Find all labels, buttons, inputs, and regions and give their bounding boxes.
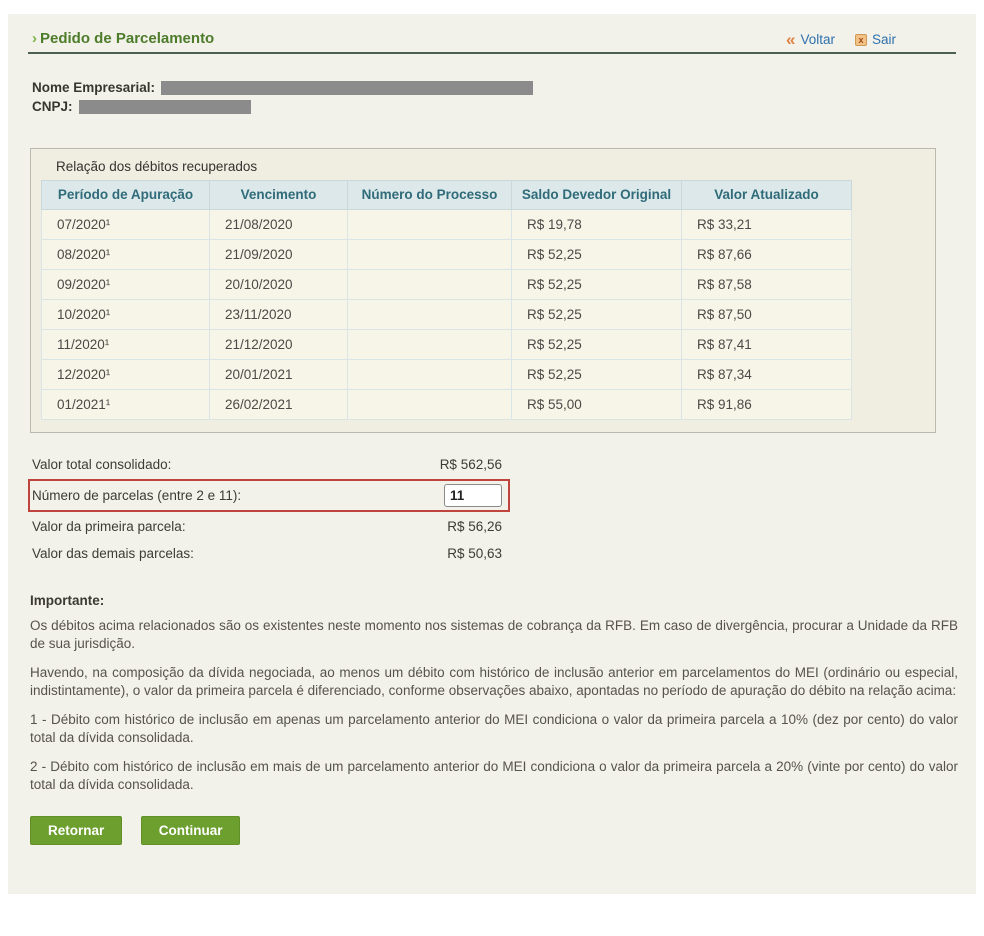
debts-caption: Relação dos débitos recuperados <box>56 159 258 174</box>
table-cell: 07/2020¹ <box>42 209 210 239</box>
table-cell: R$ 33,21 <box>682 209 852 239</box>
primeira-parcela-value: R$ 56,26 <box>447 518 502 534</box>
cnpj-row <box>32 99 956 114</box>
table-cell: 08/2020¹ <box>42 239 210 269</box>
primeira-parcela-label: Valor da primeira parcela: <box>32 518 186 534</box>
table-cell <box>348 359 512 389</box>
table-cell: 09/2020¹ <box>42 269 210 299</box>
sair-link[interactable] <box>855 32 896 47</box>
chevron-right-icon: › <box>32 30 37 47</box>
table-cell: R$ 52,25 <box>512 359 682 389</box>
table-cell: 10/2020¹ <box>42 299 210 329</box>
table-cell: R$ 91,86 <box>682 389 852 419</box>
numero-parcelas-label: Número de parcelas (entre 2 e 11): <box>32 487 242 503</box>
nome-empresarial-redacted <box>161 81 533 95</box>
col-valor-atualizado: Valor Atualizado <box>682 181 852 210</box>
demais-parcelas-label: Valor das demais parcelas: <box>32 545 194 561</box>
title-bar <box>28 30 956 54</box>
table-cell: R$ 87,58 <box>682 269 852 299</box>
debts-rows <box>42 209 852 419</box>
table-cell <box>348 239 512 269</box>
note-paragraph-3: 1 - Débito com histórico de inclusão em apenas um parcelamento anterior do MEI condiciona o valor da primeira parcela a 10% (dez por cento) do valor total da dívida consolidada. <box>30 711 958 745</box>
table-row <box>42 269 852 299</box>
total-consolidado-row <box>30 451 504 478</box>
voltar-label: Voltar <box>800 32 835 47</box>
retornar-button[interactable]: Retornar <box>30 816 122 845</box>
table-cell: 01/2021¹ <box>42 389 210 419</box>
table-cell: 11/2020¹ <box>42 329 210 359</box>
note-paragraph-1: Os débitos acima relacionados são os existentes neste momento nos sistemas de cobrança da RFB. Em caso de divergência, procurar a Unidade da RFB de sua jurisdição. <box>30 617 958 651</box>
table-row <box>42 299 852 329</box>
demais-parcelas-value: R$ 50,63 <box>447 545 502 561</box>
cnpj-label: CNPJ: <box>32 99 73 114</box>
table-cell: 21/08/2020 <box>210 209 348 239</box>
note-paragraph-4: 2 - Débito com histórico de inclusão em mais de um parcelamento anterior do MEI condiciona o valor da primeira parcela a 20% (vinte por cento) do valor total da dívida consolidada. <box>30 759 958 793</box>
table-cell: 20/01/2021 <box>210 359 348 389</box>
table-cell: 23/11/2020 <box>210 299 348 329</box>
exit-icon: x <box>855 34 867 46</box>
table-row <box>42 359 852 389</box>
notes-heading: Importante: <box>30 592 105 608</box>
table-cell: R$ 52,25 <box>512 239 682 269</box>
table-cell: R$ 87,50 <box>682 299 852 329</box>
primeira-parcela-row <box>30 513 504 540</box>
sair-label: Sair <box>871 32 896 47</box>
table-cell: R$ 87,41 <box>682 329 852 359</box>
double-left-arrow-icon: « <box>785 29 796 49</box>
cnpj-redacted <box>79 100 251 114</box>
total-consolidado-label: Valor total consolidado: <box>32 456 172 472</box>
header-links <box>785 29 956 49</box>
actions-bar <box>30 816 956 867</box>
table-row <box>42 329 852 359</box>
total-consolidado-value: R$ 562,56 <box>439 456 502 472</box>
col-vencimento: Vencimento <box>210 181 348 210</box>
table-cell <box>348 299 512 329</box>
table-cell: 26/02/2021 <box>210 389 348 419</box>
notes-section <box>30 593 958 795</box>
table-cell <box>348 269 512 299</box>
debts-table-head <box>42 181 852 210</box>
demais-parcelas-row <box>30 540 504 567</box>
table-cell: R$ 19,78 <box>512 209 682 239</box>
table-cell: 21/12/2020 <box>210 329 348 359</box>
table-cell <box>348 329 512 359</box>
summary-section <box>30 451 504 567</box>
debts-fieldset <box>30 148 936 433</box>
continuar-button[interactable]: Continuar <box>141 816 241 845</box>
col-periodo-apuracao: Período de Apuração <box>42 181 210 210</box>
table-row <box>42 389 852 419</box>
table-cell: 20/10/2020 <box>210 269 348 299</box>
numero-parcelas-row <box>28 479 510 512</box>
table-row <box>42 239 852 269</box>
table-cell: R$ 52,25 <box>512 269 682 299</box>
nome-empresarial-row <box>32 80 956 95</box>
nome-empresarial-label: Nome Empresarial: <box>32 80 156 95</box>
table-cell: R$ 55,00 <box>512 389 682 419</box>
header-row <box>42 181 852 210</box>
col-numero-processo: Número do Processo <box>348 181 512 210</box>
table-cell: R$ 52,25 <box>512 329 682 359</box>
table-row <box>42 209 852 239</box>
page-title <box>32 30 214 47</box>
table-cell: R$ 87,66 <box>682 239 852 269</box>
page-title-text: Pedido de Parcelamento <box>40 30 215 47</box>
company-info <box>32 80 956 114</box>
table-cell <box>348 389 512 419</box>
table-cell: 12/2020¹ <box>42 359 210 389</box>
table-cell <box>348 209 512 239</box>
debts-table <box>41 180 852 420</box>
numero-parcelas-input[interactable] <box>444 484 502 507</box>
table-cell: R$ 52,25 <box>512 299 682 329</box>
content-area <box>8 14 976 894</box>
col-saldo-devedor: Saldo Devedor Original <box>512 181 682 210</box>
voltar-link[interactable] <box>785 29 835 49</box>
note-paragraph-2: Havendo, na composição da dívida negociada, ao menos um débito com histórico de inclusão anterior em parcelamentos do MEI (ordinário ou especial, indistintamente), o valor da primeira parcela é diferenciado, conforme observações abaixo, apontadas no período de apuração do débito na relação acima: <box>30 664 958 698</box>
table-cell: 21/09/2020 <box>210 239 348 269</box>
table-cell: R$ 87,34 <box>682 359 852 389</box>
